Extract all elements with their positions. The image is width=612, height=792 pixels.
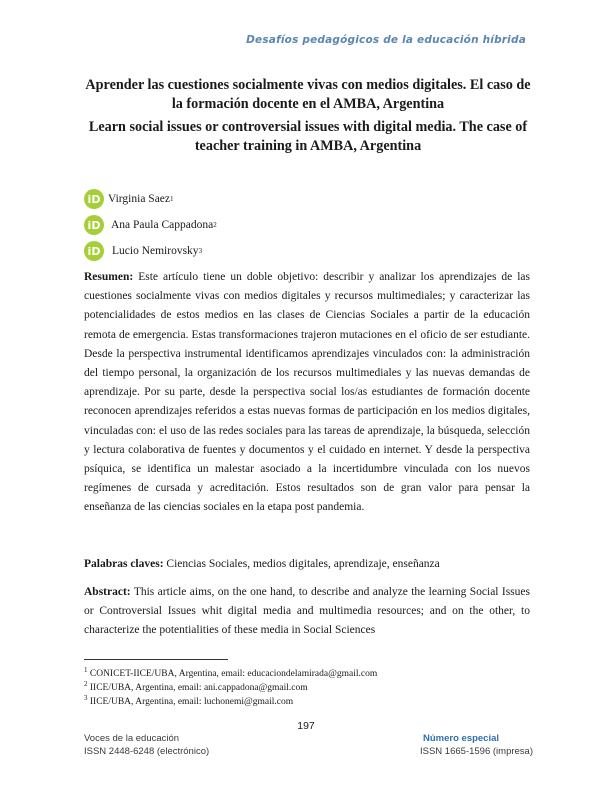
- footnote: [84, 679, 308, 694]
- page-number: 197: [297, 720, 315, 732]
- abstract-paragraph: [84, 583, 530, 641]
- keywords-paragraph: [84, 555, 530, 574]
- issn-electronic: ISSN 2448-6248 (electrónico): [84, 746, 210, 757]
- keywords-text: Ciencias Sociales, medios digitales, aprendizaje, enseñanza: [166, 558, 440, 570]
- special-issue: Número especial: [423, 733, 500, 744]
- title-english: Learn social issues or controversial issues with digital media. The case of teacher training in AMBA, Argentina: [88, 119, 528, 154]
- resumen-label: Resumen:: [84, 271, 134, 283]
- footnote-divider: [84, 659, 228, 660]
- resumen-paragraph: [84, 268, 530, 518]
- footer-journal: [84, 732, 209, 758]
- author-name: Virginia Saez: [108, 193, 171, 205]
- footer-issue: [420, 732, 533, 758]
- journal-name: Voces de la educación: [84, 733, 180, 744]
- abstract-text: This article aims, on the one hand, to describe and analyze the learning Social Issues or Controversial Issues whit digital media and multimedia resources; and on the other, to characterize the potentialities of these media in Social Sciences: [84, 586, 530, 637]
- footnote: [84, 665, 378, 680]
- resumen-text: Este artículo tiene un doble objetivo: describir y analizar los aprendizajes de las cuestiones socialmente vivas con medios digitales y recursos multimediales; y caracterizar las potencialidades de estos medios en las clases de Ciencias Sociales a partir de la educación remota de emergencia. Estas transformaciones trajeron mutaciones en el oficio de ser estudiante. Desde la perspectiva instrumental identificamos aprendizajes vinculados con: la administración del tiempo personal, la organización de los recursos multimediales y las nuevas demandas de aprendizaje. Por su parte, desde la perspectiva social los/as estudiantes de formación docente reconocen aprendizajes referidos a estas nuevas formas de participación en los medios digitales, vinculadas con: el uso de las redes sociales para las tareas de aprendizaje, la búsqueda, selección y lectura colaborativa de fuentes y documentos y el cuidado en internet. Y desde la perspectiva psíquica, se identifica un malestar asociado a la incertidumbre vinculada con los nuevos regímenes de cursada y acreditación. Estos resultados son de gran valor para pensar la enseñanza de las ciencias sociales en la etapa post pandemia.: [84, 271, 531, 514]
- author-entry: iD Virginia Saez 1: [84, 189, 174, 209]
- footnote-text: IICE/UBA, Argentina, email: ani.cappadona@gmail.com: [89, 683, 308, 693]
- footnote-text: CONICET-IICE/UBA, Argentina, email: educaciondelamirada@gmail.com: [89, 669, 378, 679]
- keywords-label: Palabras claves:: [84, 558, 164, 570]
- author-entry: iD Lucio Nemirovsky 3: [84, 241, 202, 261]
- title-spanish: Aprender las cuestiones socialmente vivas con medios digitales. El caso de la formación docente en el AMBA, Argentina: [85, 77, 531, 112]
- issn-print: ISSN 1665-1596 (impresa): [420, 746, 533, 757]
- orcid-icon[interactable]: iD: [84, 241, 104, 261]
- abstract-label: Abstract:: [84, 586, 131, 598]
- running-header-title: Desafíos pedagógicos de la educación híbrida: [246, 34, 526, 46]
- author-name: Lucio Nemirovsky: [112, 245, 199, 257]
- footnote-number: 3: [84, 693, 88, 702]
- author-name: Ana Paula Cappadona: [111, 219, 214, 231]
- orcid-icon[interactable]: iD: [84, 215, 104, 235]
- footnote-number: 1: [84, 665, 88, 674]
- author-entry: iD Ana Paula Cappadona 2: [84, 215, 217, 235]
- footnote: [84, 693, 294, 708]
- orcid-icon[interactable]: iD: [84, 189, 104, 209]
- footnote-number: 2: [84, 679, 88, 688]
- footnote-text: IICE/UBA, Argentina, email: luchonemi@gmail.com: [89, 697, 294, 707]
